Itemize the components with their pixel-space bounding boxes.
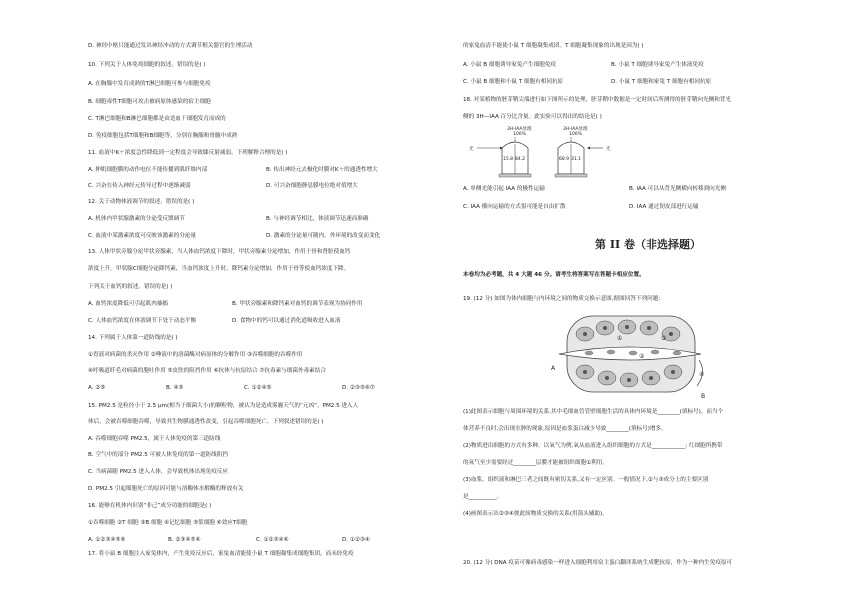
left-text-line: C. T淋巴细胞和B淋巴细胞都是由造血干细胞发育而成的 (88, 116, 226, 122)
left-text-line: ④呼吸道纤毛对病菌的胞吐作用 ⑤皮肤的阻挡作用 ⑥抗体与抗原结合 ⑦抗毒素与细菌外毒素结合 (88, 368, 326, 374)
left-text-line: B. 细胞毒性T细胞可攻击被病原体感染的宿主细胞 (88, 99, 211, 105)
answer-option: D. 可兴奋细胞静息膜电位绝对值增大 (266, 183, 358, 189)
answer-option: C. 人体血钙浓度在体液调节下处于动态平衡 (88, 318, 197, 324)
left-text-line: 15. PM2.5 是粒径小于 2.5 μm(相当于细菌大小)的颗粒物，被认为是造成雾霾天气的“元凶”。PM2.5 进入人 (88, 403, 359, 409)
right-text-line: 的氧气至少需要经过________层膜才能被组织细胞①利用。 (463, 460, 608, 466)
fig18-pct2: 100% (569, 132, 582, 137)
answer-option: D. ②③⑤⑥⑦ (342, 385, 375, 391)
answer-option: A. 小鼠 B 细胞诱导家兔产生细胞免疫 (463, 62, 556, 68)
answer-option: C. ①②③④⑥ (256, 537, 289, 543)
right-text-line: 是__________。 (463, 494, 503, 500)
left-text-line: 体后，会被吞噬细胞吞噬，导致其生物膜通透性改变，引起吞噬细胞死亡。下列叙述错误的是( ) (88, 419, 324, 425)
fig18-value2b: 31.1 (571, 157, 582, 162)
answer-option: D. 食物中的钙可以通过消化道吸收进入血液 (232, 318, 341, 324)
answer-option: C. IAA 横向运输的方式很可能是自由扩散 (463, 204, 566, 210)
right-text-line: 19. (12 分) 如图为体内细胞与内环境之间的物质交换示意图,据图回答下列问题: (463, 296, 661, 302)
left-text-line: C. 当病菌随 PM2.5 进入人体，会导致机体出现免疫反应 (88, 469, 228, 475)
answer-option: A. 机体内甲状腺激素的分泌受反馈调节 (88, 216, 185, 222)
left-text-line: 17. 将小鼠 B 细胞注入家兔体内，产生免疫反应后，家兔血清能使小鼠 T 细胞凝集成细胞集团，而未经免疫 (88, 551, 354, 557)
left-text-line: A. 吞噬细胞吞噬 PM2.5，属于人体免疫的第三道防线 (88, 436, 221, 442)
left-text-line: 16. 能够在机体内识别“非己”成分功能的细胞是( ) (88, 503, 212, 509)
fig19-num2: ② (639, 353, 645, 360)
left-text-line: 10. 下列关于人体免疫细胞的叙述，错误的是( ) (88, 62, 206, 68)
left-text-line: 浓度上升。甲状腺C细胞分泌降钙素，当血钙浓度上升时，降钙素分泌增加，作用于骨等使血钙浓度下降。 (88, 266, 350, 272)
right-text-line: 侧的 3H—IAA 百分比含量。此实验可以得出的结论是( ) (463, 114, 602, 120)
fig18-value1b: 84.2 (515, 157, 526, 162)
fig18-value1a: 15.8 (503, 157, 514, 162)
answer-option: A. ①②③④⑤⑥ (88, 537, 126, 543)
fig18-pct1: 100% (513, 132, 526, 137)
fig19-num1: ① (617, 335, 623, 342)
section-title: 第 II 卷（非选择题） (595, 238, 701, 251)
fig19-num4: ④ (699, 371, 705, 378)
right-text-line: 的家兔血清不能使小鼠 T 细胞凝集成团。T 细胞凝集现象的出现是因为( ) (463, 43, 644, 49)
fig18-light-right: 光 (606, 147, 611, 152)
answer-option: A. ②⑤ (88, 385, 106, 391)
answer-option: D. IAA 通过韧皮部进行运输 (629, 204, 699, 210)
left-text-line: D. 神经中枢只能通过发出神经冲动的方式调节相关器官的生理活动 (88, 43, 253, 49)
answer-option: B. 与神经调节相比，体液调节迅速而准确 (266, 216, 369, 222)
left-text-line: A. 在胸腺中发育成熟的T淋巴细胞可参与细胞免疫 (88, 81, 211, 87)
answer-option: D. 小鼠 T 细胞和家兔 T 细胞有相同抗原 (611, 79, 712, 85)
fig19-label-a: A (551, 365, 556, 372)
fig19-label-b: B (701, 393, 706, 400)
left-text-line: 下列关于血钙的叙述，错误的是( ) (88, 284, 173, 290)
right-text-line: 体营养不良时,会出现水肿的现象,原因是血浆蛋白减少导致________(填标号)增多。 (463, 426, 667, 432)
answer-option: A. 血钙浓度降低可引起肌肉抽搐 (88, 301, 169, 307)
right-text-line: (2)物质进出细胞的方式有多种。以氧气为例,氧从血液进入组织细胞的方式是____________; 红细胞所携带 (463, 443, 723, 449)
left-text-line: 12. 关于动物体液调节的叙述，错误的是( ) (88, 199, 195, 205)
left-text-line: ①胃液对病菌的杀灭作用 ②唾液中的溶菌酶对病原体的分解作用 ③吞噬细胞的吞噬作用 (88, 352, 303, 358)
answer-option: D. 激素的分泌量可随内、外环境的改变而变化 (266, 233, 381, 239)
fig18-label2: 3H-IAA处理 (563, 127, 588, 132)
answer-option: B. IAA 可以从背光侧横向转移到向光侧 (629, 186, 726, 192)
answer-option: C. 兴奋在传入神经元传导过程中逐渐减弱 (88, 183, 191, 189)
right-text-line: (1)此图表示细胞与周围环境的关系,其中毛细血管管壁细胞生活的具体内环境是________(填标号)。而当个 (463, 409, 724, 415)
left-text-line: 11. 血液中K＋浓度急性降低到一定程度会导致膝反射减弱。下列解释合理的是( ) (88, 150, 288, 156)
answer-option: D. ①②③④ (342, 537, 370, 543)
answer-option: C. 小鼠 B 细胞和小鼠 T 细胞有相同抗原 (463, 79, 564, 85)
answer-option: B. 传出神经元去极化时膜对K＋的通透性增大 (266, 167, 378, 173)
left-text-line: D. 免疫细胞包括T细胞和B细胞等，分别在胸腺和骨髓中成熟 (88, 133, 238, 139)
answer-option: B. ②③④⑤⑥ (168, 537, 201, 543)
left-text-line: 13. 人体甲状旁腺分泌甲状旁腺素，当人体血钙浓度下降时，甲状旁腺素分泌增加，作用于骨和肾脏使血钙 (88, 249, 351, 255)
answer-option: A. 单侧光能引起 IAA 的极性运输 (463, 186, 545, 192)
left-text-line: B. 空气中的部分 PM2.5 可被人体免疫的第一道防线阻挡 (88, 452, 228, 458)
left-text-line: ①吞噬细胞 ②T 细胞 ③B 细胞 ④记忆细胞 ⑤浆细胞 ⑥效应T细胞 (88, 520, 248, 526)
left-text-line: 14. 下列属于人体第一道防线的是( ) (88, 335, 178, 341)
answer-option: B. ④⑤ (166, 385, 184, 391)
answer-option: B. 小鼠 T 细胞诱导家兔产生体液免疫 (611, 62, 704, 68)
answer-option: A. 伸肌细胞膜的动作电位不能传播到肌纤维内部 (88, 167, 208, 173)
answer-option: C. ①②④⑤ (244, 385, 272, 391)
right-text-line: 本卷均为必考题，共 4 大题 46 分。请考生将答案写在答题卡相应位置。 (463, 272, 645, 278)
left-text-line: D. PM2.5 引起细胞死亡的原因可能与溶酶体水解酶的释放有关 (88, 486, 244, 492)
fig18-label1: 3H-IAA处理 (507, 127, 532, 132)
coleoptile-figure (467, 124, 637, 180)
fig18-value2a: 68.9 (559, 157, 570, 162)
fig19-num3: ③ (661, 335, 667, 342)
right-text-line: 20. (12 分) DNA 疫苗可像病毒感染一样进入细胞利用宿主蛋白翻译系统生成靶抗原，作为一种内生免疫原可 (463, 560, 733, 566)
right-text-line: 18. 对某植物的胚芽鞘尖端进行如下图所示的处理，胚芽鞘中数据是一定时间后所测得的胚芽鞘向光侧和背光 (463, 97, 731, 103)
right-text-line: (3)血浆、组织液和淋巴三者之间既有密切关系,又有一定区别。一般情况下,②与③成分上的主要区别 (463, 477, 709, 483)
fig18-light-left: 光 (469, 147, 474, 152)
answer-option: C. 血液中某激素浓度可反映该激素的分泌量 (88, 233, 197, 239)
answer-option: B. 甲状旁腺素和降钙素对血钙的调节表现为协同作用 (232, 301, 363, 307)
tissue-exchange-figure (549, 310, 709, 400)
right-text-line: (4)画图表示出②③④彼此间物质交换的关系(用箭头辅助)。 (463, 511, 608, 517)
